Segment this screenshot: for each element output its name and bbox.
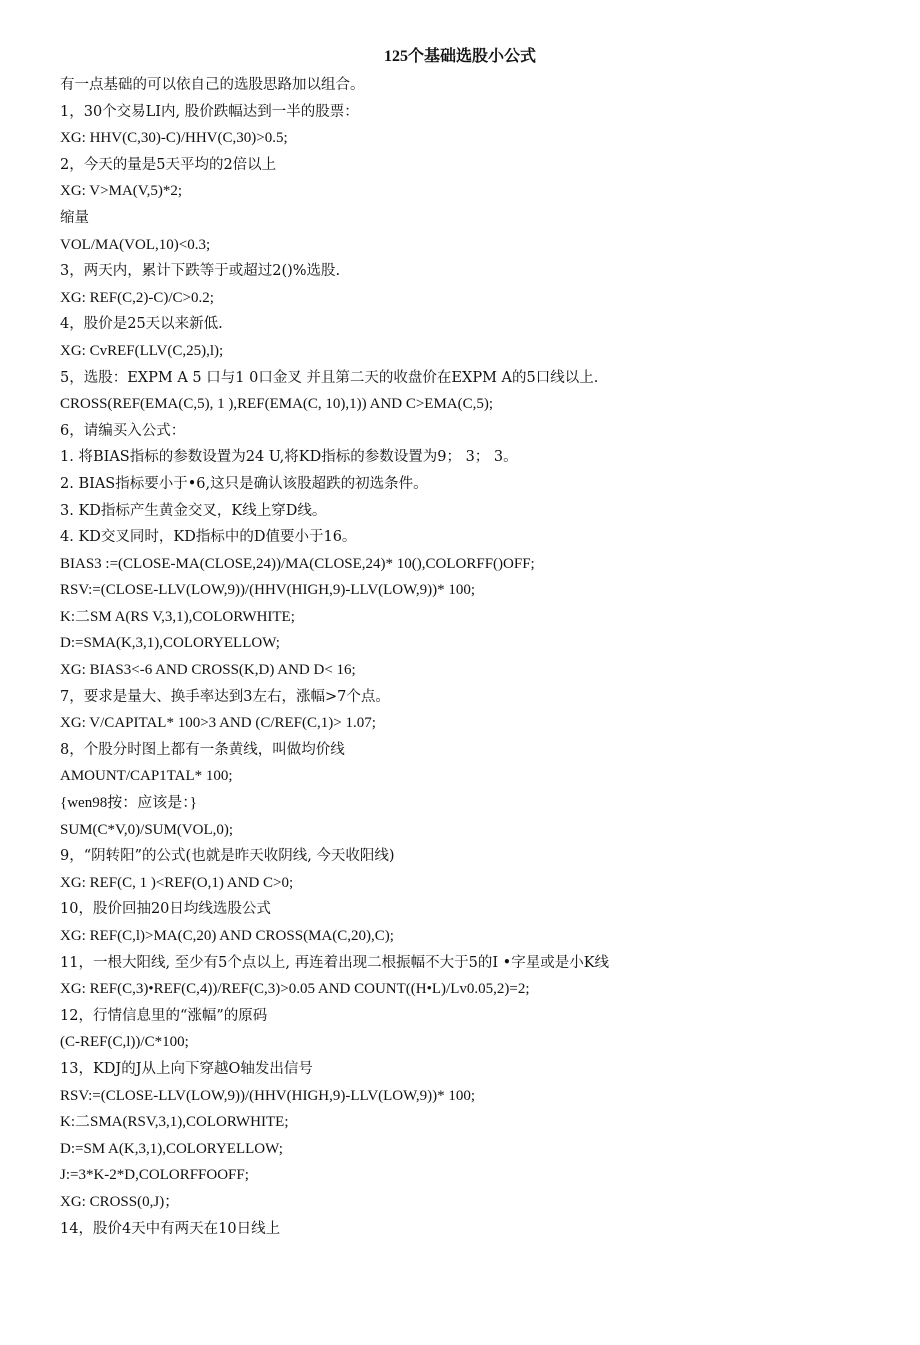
text-line: 12，行情信息里的“涨幅”的原码 (60, 1007, 268, 1024)
text-line: 3，两天内，累计下跌等于或超过2()%选股. (60, 263, 341, 280)
text-line: XG: BIAS3<-6 AND CROSS(K,D) AND D< 16; (60, 662, 356, 679)
text-line: XG: REF(C,3)•REF(C,4))/REF(C,3)>0.05 AND COUNT((H•L)/Lv0.05,2)=2; (60, 981, 530, 998)
text-line: 14，股价4天中有两天在10日线上 (60, 1220, 281, 1237)
document-body (60, 72, 890, 1242)
text-line: D:=SMA(K,3,1),COLORYELLOW; (60, 635, 280, 652)
text-line: D:=SM A(K,3,1),COLORYELLOW; (60, 1140, 283, 1157)
text-line: 11，一根大阳线, 至少有5个点以上, 再连着出现二根振幅不大于5的I •字星或是小K线 (60, 954, 610, 971)
text-line: J:=3*K-2*D,COLORFFOOFF; (60, 1167, 249, 1184)
text-line: SUM(C*V,0)/SUM(VOL,0); (60, 821, 234, 838)
text-line: AMOUNT/CAP1TAL* 100; (60, 768, 233, 785)
text-line: {wen98按：应该是：} (60, 795, 197, 812)
text-line: 9，“阴转阳”的公式(也就是昨天收阴线, 今天收阳线) (60, 848, 395, 865)
text-line: (C-REF(C,l))/C*100; (60, 1034, 189, 1051)
text-line: 10，股价回抽20日均线选股公式 (60, 901, 271, 918)
text-line: XG: CROSS(0,J)； (60, 1193, 180, 1210)
text-line: XG: V>MA(V,5)*2; (60, 183, 183, 200)
document-title: 125个基础选股小公式 (383, 48, 536, 65)
text-line: RSV:=(CLOSE-LLV(LOW,9))/(HHV(HIGH,9)-LLV(LOW,9))* 100; (60, 1087, 476, 1104)
text-line: XG: REF(C,2)-C)/C>0.2; (60, 289, 214, 306)
text-line: 1. 将BIAS指标的参数设置为24 U,将KD指标的参数设置为9； 3； 3。 (60, 449, 518, 466)
text-line: 6，请编买入公式： (60, 422, 186, 439)
text-line: CROSS(REF(EMA(C,5), 1 ),REF(EMA(C, 10),1)) AND C>EMA(C,5); (60, 396, 494, 413)
text-line: K:二SMA(RSV,3,1),COLORWHITE; (60, 1114, 289, 1131)
text-line: VOL/MA(VOL,10)<0.3; (60, 236, 211, 253)
text-line: 1，30个交易LI内, 股价跌幅达到一半的股票： (60, 103, 359, 120)
text-line: XG: HHV(C,30)-C)/HHV(C,30)>0.5; (60, 130, 288, 147)
text-line: 4，股价是25天以来新低. (60, 316, 223, 333)
text-line: 缩量 (60, 209, 89, 226)
text-line: 2，今天的量是5天平均的2倍以上 (60, 156, 277, 173)
text-line: K:二SM A(RS V,3,1),COLORWHITE; (60, 608, 295, 625)
text-line: 13，KDJ的J从上向下穿越O轴发出信号 (60, 1060, 313, 1077)
text-line: 7，要求是量大、换手率达到3左右，涨幅>7个点。 (60, 688, 390, 705)
text-line: 2. BIAS指标要小于•6,这只是确认该股超跌的初选条件。 (60, 475, 428, 492)
text-line: XG: REF(C, 1 )<REF(O,1) AND C>0; (60, 874, 294, 891)
text-line: 8，个股分时图上都有一条黄线，叫做均价线 (60, 741, 345, 758)
text-line: XG: CvREF(LLV(C,25),l); (60, 342, 224, 359)
text-line: 4. KD交叉同时，KD指标中的D值要小于16。 (60, 529, 357, 546)
text-line: 3. KD指标产生黄金交叉，K线上穿D线。 (60, 502, 327, 519)
text-line: 5，选股：EXPM A 5 口与1 0口金叉 并且第二天的收盘价在EXPM A的5口线以上. (60, 369, 599, 386)
text-line: XG: REF(C,l)>MA(C,20) AND CROSS(MA(C,20),C); (60, 928, 394, 944)
text-line: XG: V/CAPITAL* 100>3 AND (C/REF(C,1)> 1.07; (60, 715, 376, 732)
text-line: 有一点基础的可以依自己的选股思路加以组合。 (60, 77, 365, 93)
text-line: BIAS3 :=(CLOSE-MA(CLOSE,24))/MA(CLOSE,24)* 10(),COLORFF()OFF; (60, 555, 535, 572)
text-line: RSV:=(CLOSE-LLV(LOW,9))/(HHV(HIGH,9)-LLV(LOW,9))* 100; (60, 582, 476, 599)
